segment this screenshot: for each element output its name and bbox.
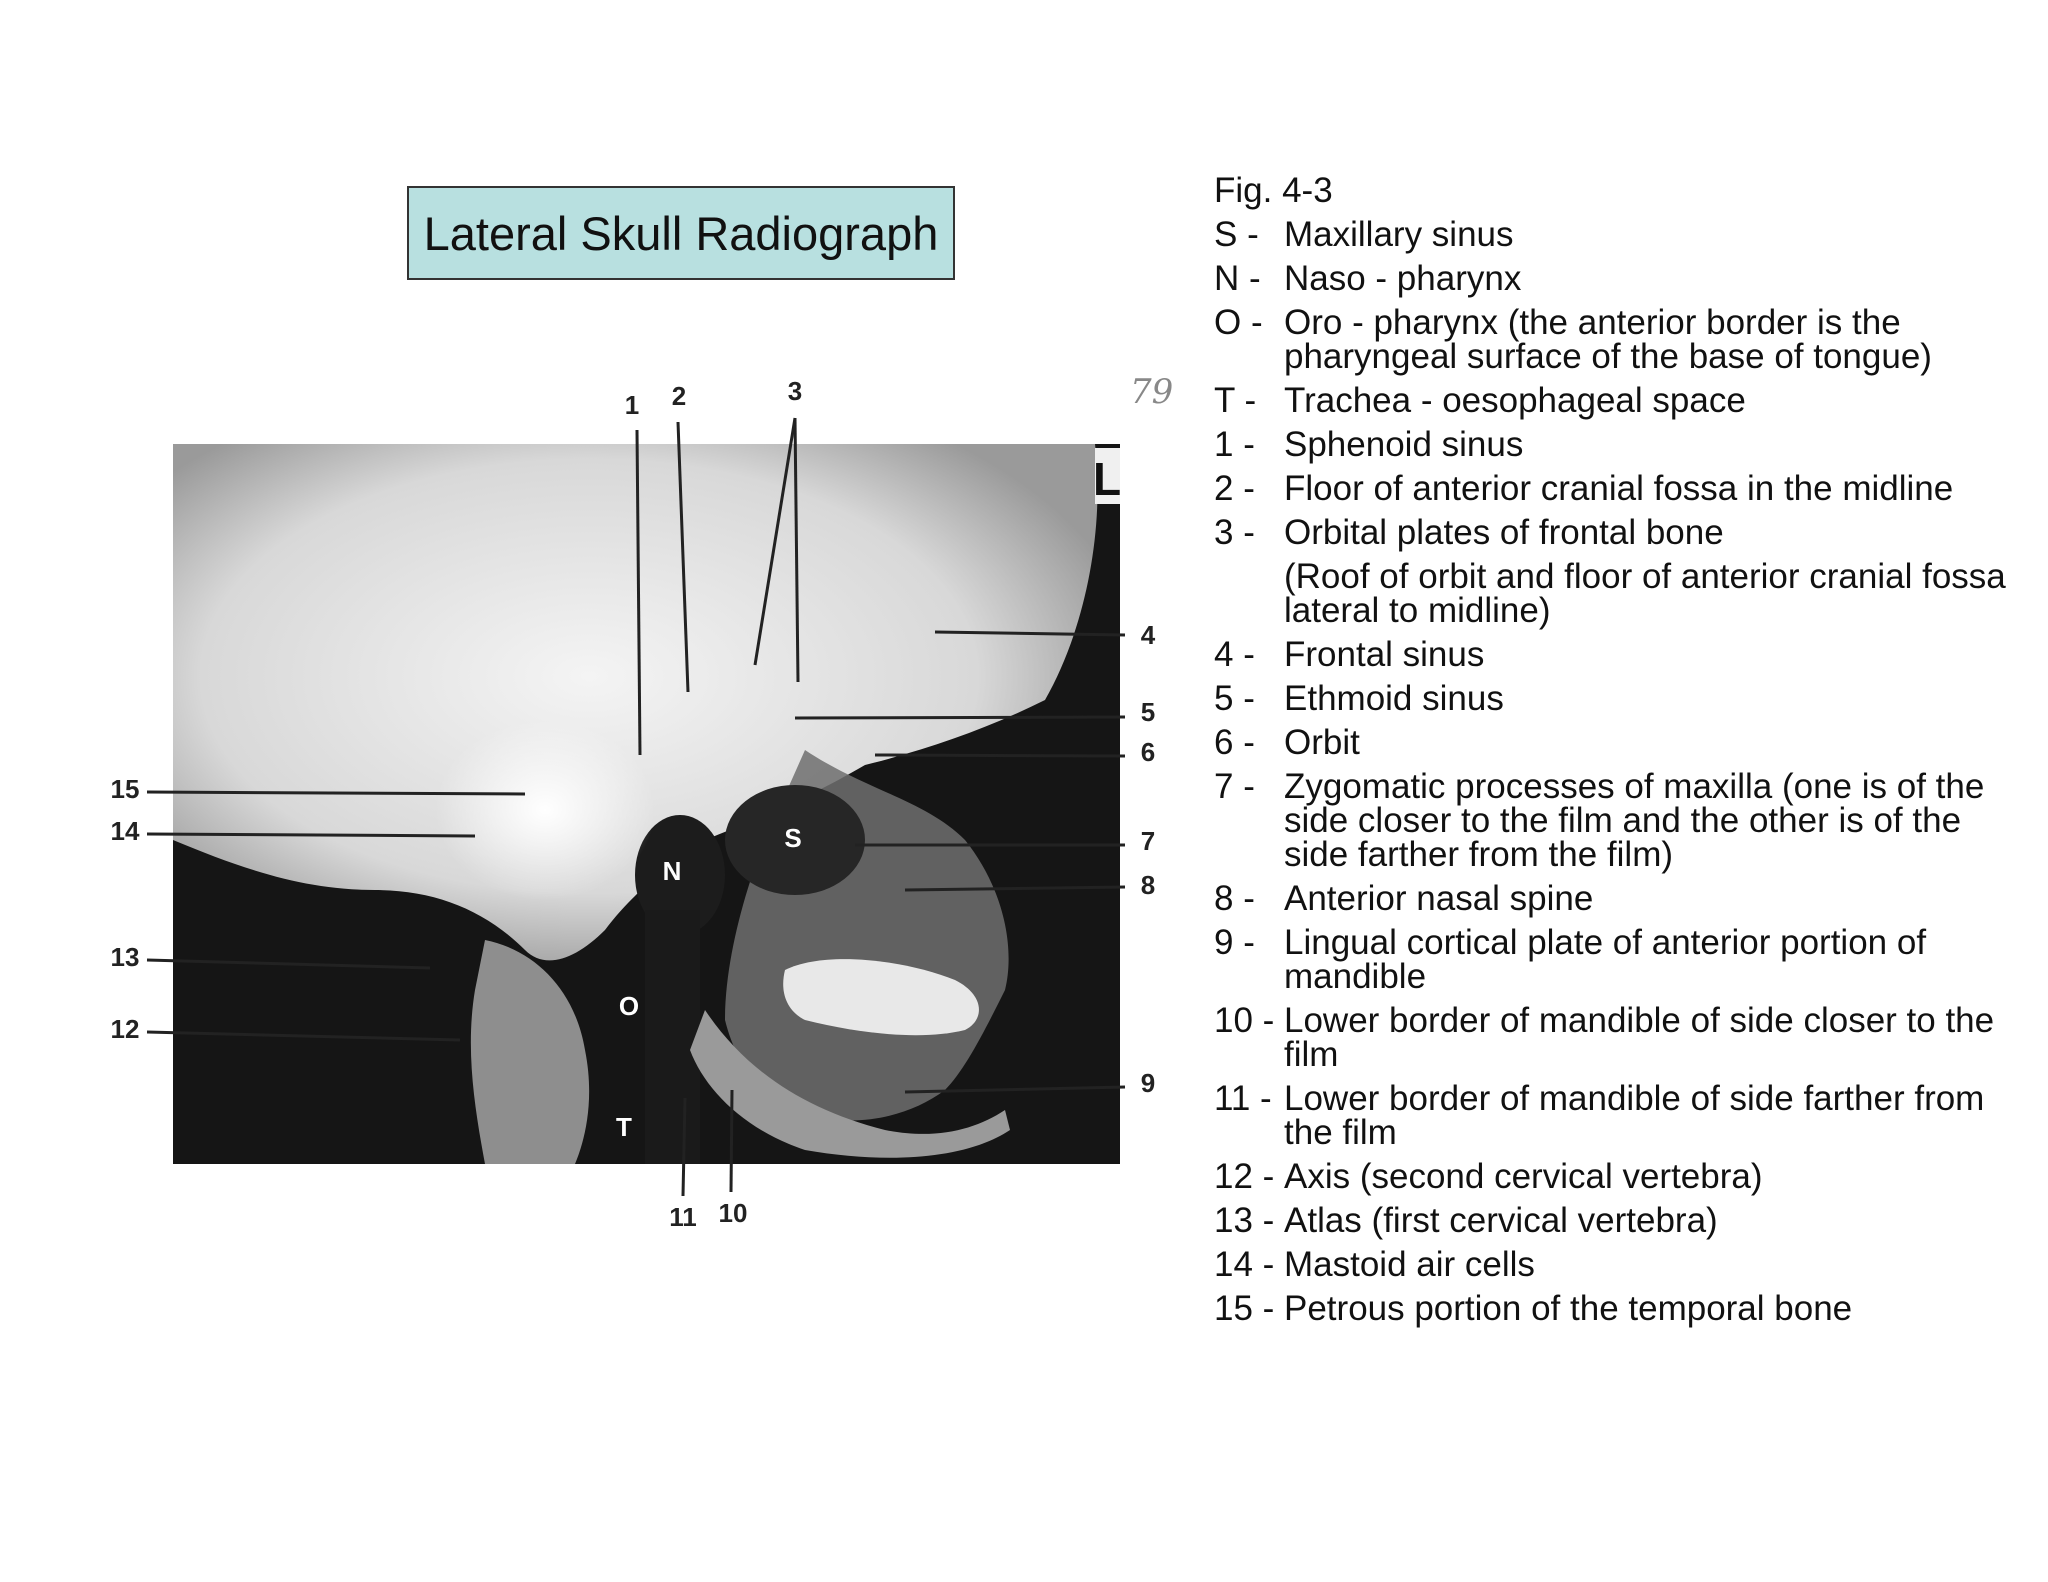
callout-4: 4: [1140, 620, 1156, 650]
legend-description: [1284, 635, 2014, 674]
legend-key: S -: [1214, 215, 1259, 254]
legend-description: [1284, 303, 2014, 376]
figure-label: Fig. 4-3: [1214, 171, 1333, 210]
legend-description-text: Axis (second cervical vertebra): [1284, 1157, 1763, 1196]
callout-14: 14: [110, 816, 140, 846]
callout-12: 12: [110, 1014, 140, 1044]
legend-item: [1214, 1001, 2014, 1074]
legend-key: 7 -: [1214, 767, 1255, 806]
legend-key: 14 -: [1214, 1245, 1275, 1284]
legend-key: 6 -: [1214, 723, 1255, 762]
legend-key: 1 -: [1214, 425, 1255, 464]
legend-key: 15 -: [1214, 1289, 1275, 1328]
legend-description-text: Atlas (first cervical vertebra): [1284, 1201, 1718, 1240]
legend-key: 12 -: [1214, 1157, 1275, 1196]
callout-10: 10: [718, 1198, 748, 1228]
legend-key: 4 -: [1214, 635, 1255, 674]
callout-5: 5: [1140, 697, 1156, 727]
legend-description: [1284, 513, 2014, 630]
callout-11: 11: [669, 1202, 697, 1230]
legend-item: [1214, 469, 2014, 508]
legend-item: [1214, 635, 2014, 674]
legend-description-subtext: (Roof of orbit and floor of anterior cranial fossa lateral to midline): [1284, 557, 2006, 630]
legend-key: 3 -: [1214, 513, 1255, 552]
region-label-s: S: [784, 823, 802, 853]
region-label-n: N: [662, 856, 682, 886]
legend-description: [1284, 1001, 2014, 1074]
legend-description-text: Orbital plates of frontal bone: [1284, 513, 1724, 552]
legend-description-text: Ethmoid sinus: [1284, 679, 1504, 718]
legend-key: O -: [1214, 303, 1263, 342]
leader-line-10: [731, 1090, 732, 1192]
legend-key: 2 -: [1214, 469, 1255, 508]
legend-key: 5 -: [1214, 679, 1255, 718]
legend-key: 8 -: [1214, 879, 1255, 918]
legend-description-text: Lower border of mandible of side farther from the film: [1284, 1079, 1985, 1152]
legend-key: N -: [1214, 259, 1261, 298]
legend-item: [1214, 923, 2014, 996]
legend-description-text: Orbit: [1284, 723, 1360, 762]
legend-item: [1214, 215, 2014, 254]
legend-item: [1214, 723, 2014, 762]
region-label-o: O: [618, 991, 640, 1021]
callout-7: 7: [1140, 826, 1156, 856]
legend-description: [1284, 1289, 2014, 1328]
legend-description: [1284, 1079, 2014, 1152]
side-marker-letter: L: [1092, 453, 1122, 505]
legend-description: [1284, 679, 2014, 718]
legend-key: 9 -: [1214, 923, 1255, 962]
leader-line-6: [875, 755, 1125, 756]
legend-key: 10 -: [1214, 1001, 1275, 1040]
legend-items: [1214, 215, 2014, 1328]
legend-item: [1214, 425, 2014, 464]
legend-description-text: Lingual cortical plate of anterior portion of mandible: [1284, 923, 1927, 996]
legend-item: [1214, 1201, 2014, 1240]
legend-description-text: Maxillary sinus: [1284, 215, 1514, 254]
callout-3: 3: [787, 376, 803, 406]
leader-line-11: [683, 1098, 685, 1196]
legend-description-text: Lower border of mandible of side closer to the film: [1284, 1001, 1995, 1074]
legend-description: [1284, 259, 2014, 298]
legend-item: [1214, 1245, 2014, 1284]
callout-8: 8: [1140, 870, 1156, 900]
legend-item: [1214, 1289, 2014, 1328]
legend-description-text: Oro - pharynx (the anterior border is the pharyngeal surface of the base of tongue): [1284, 303, 1932, 376]
legend-key: 13 -: [1214, 1201, 1275, 1240]
legend-description-text: Zygomatic processes of maxilla (one is of the side closer to the film and the other is of the side farther from the film): [1284, 767, 1985, 874]
region-label-t: T: [616, 1112, 632, 1142]
legend-description-text: Anterior nasal spine: [1284, 879, 1594, 918]
legend-description: [1284, 923, 2014, 996]
legend-description-text: Floor of anterior cranial fossa in the midline: [1284, 469, 1954, 508]
callout-9: 9: [1140, 1068, 1156, 1098]
legend-item: [1214, 679, 2014, 718]
legend-description: [1284, 723, 2014, 762]
petrous-glow: [435, 720, 655, 900]
page-title: Lateral Skull Radiograph: [407, 186, 955, 280]
legend-description: [1284, 767, 2014, 874]
legend-description-text: Naso - pharynx: [1284, 259, 1522, 298]
legend-description: [1284, 1157, 2014, 1196]
lateral-skull-radiograph: [105, 370, 1185, 1230]
callout-15: 15: [110, 774, 140, 804]
legend-description-text: Mastoid air cells: [1284, 1245, 1535, 1284]
legend-item: [1214, 879, 2014, 918]
leader-line-14: [147, 834, 475, 836]
legend-description-text: Frontal sinus: [1284, 635, 1485, 674]
legend-description-text: Petrous portion of the temporal bone: [1284, 1289, 1853, 1328]
legend-description: [1284, 215, 2014, 254]
legend-item: [1214, 259, 2014, 298]
legend-description: [1284, 469, 2014, 508]
page-number: 79: [1130, 372, 1174, 412]
legend-item: [1214, 767, 2014, 874]
legend-description: [1284, 425, 2014, 464]
legend-description-text: Trachea - oesophageal space: [1284, 381, 1746, 420]
callout-1: 1: [624, 390, 640, 420]
legend-description: [1284, 1201, 2014, 1240]
legend-key: T -: [1214, 381, 1257, 420]
legend-item: [1214, 381, 2014, 420]
legend-description: [1284, 1245, 2014, 1284]
callout-2: 2: [671, 381, 687, 411]
legend-item: [1214, 303, 2014, 376]
airway-column: [645, 910, 700, 1164]
legend-description: [1284, 879, 2014, 918]
legend-item: [1214, 513, 2014, 630]
legend-item: [1214, 1157, 2014, 1196]
callout-6: 6: [1140, 737, 1156, 767]
leader-line-5: [795, 717, 1125, 718]
callout-13: 13: [110, 942, 140, 972]
legend-key: 11 -: [1214, 1079, 1272, 1118]
legend-description: [1284, 381, 2014, 420]
legend-item: [1214, 1079, 2014, 1152]
legend-description-text: Sphenoid sinus: [1284, 425, 1524, 464]
leader-line-15: [147, 792, 525, 794]
legend: [1214, 171, 2014, 1336]
